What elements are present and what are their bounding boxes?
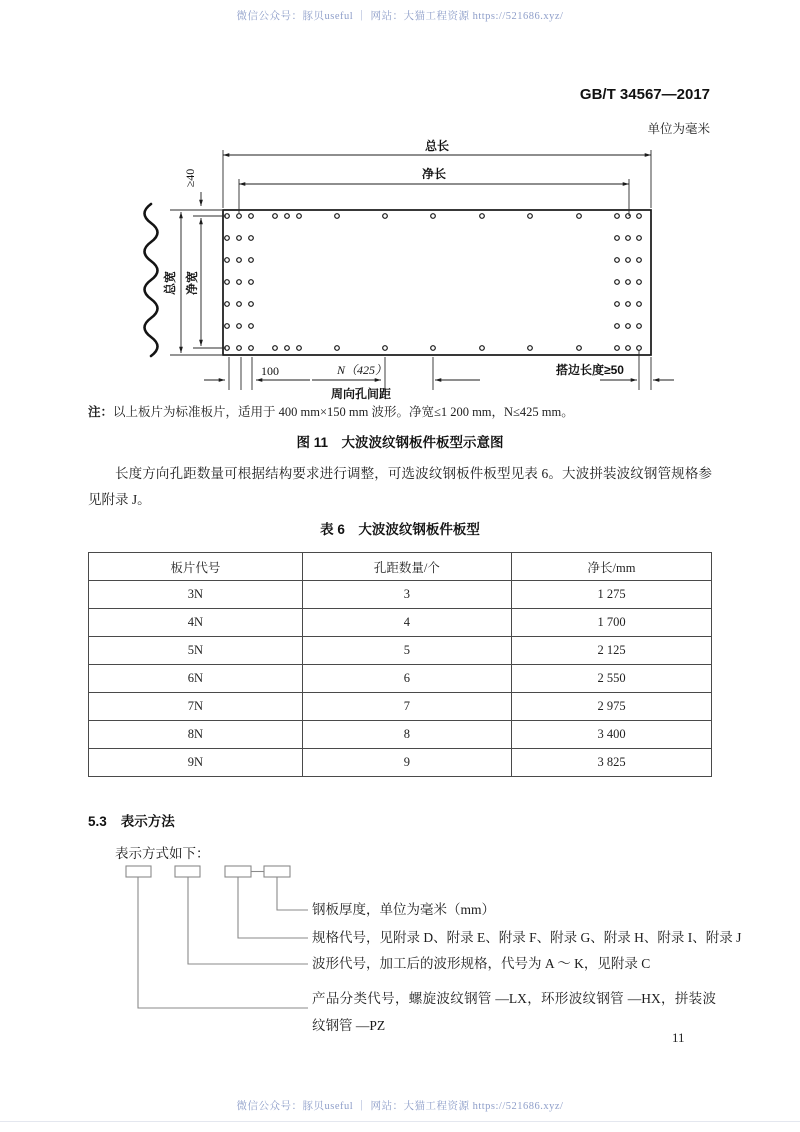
- body-paragraph: 长度方向孔距数量可根据结构要求进行调整，可选波纹钢板件板型见表 6。大波拼装波纹钢管规格参见附录 J。: [88, 466, 712, 507]
- table-6: [88, 552, 712, 777]
- table-row: [89, 665, 712, 693]
- col-header-plate-code: 板片代号: [89, 553, 303, 581]
- dim-circumferential-spacing: 周向孔间距: [330, 387, 392, 401]
- notation-item-thickness: 钢板厚度，单位为毫米（mm）: [312, 902, 496, 917]
- dim-n-425: N（425）: [336, 363, 388, 377]
- table-cell: 5: [302, 637, 511, 665]
- table-caption: 表 6 大波波纹钢板件板型: [320, 522, 480, 537]
- dim-edge-distance: ≥40: [183, 168, 197, 188]
- table-cell: 6N: [89, 665, 303, 693]
- figure-note: [88, 402, 718, 420]
- plate-outline: [223, 210, 651, 355]
- notation-intro: 表示方式如下：: [115, 846, 210, 861]
- figure-11-diagram: [90, 138, 730, 406]
- leader-line-spec: [238, 877, 308, 938]
- table-cell: 4N: [89, 609, 303, 637]
- table-cell: 7: [302, 693, 511, 721]
- standard-number: GB/T 34567—2017: [579, 86, 710, 103]
- table-cell: 2 975: [512, 693, 712, 721]
- table-cell: 3N: [89, 581, 303, 609]
- bolt-holes: [225, 214, 642, 351]
- notation-item-spec-code: 规格代号，见附录 D、附录 E、附录 F、附录 G、附录 H、附录 I、附录 J: [312, 930, 742, 945]
- table-cell: 8N: [89, 721, 303, 749]
- notation-item-wave-code: 波形代号，加工后的波形规格，代号为 A ～ K，见附录 C: [312, 956, 651, 971]
- dim-total-width: 总宽: [163, 270, 177, 296]
- table-row: [89, 749, 712, 777]
- table-cell: 5N: [89, 637, 303, 665]
- table-cell: 3 400: [512, 721, 712, 749]
- table-cell: 1 275: [512, 581, 712, 609]
- designation-box-1: [126, 866, 151, 877]
- table-cell: 9: [302, 749, 511, 777]
- extension-lines: [170, 150, 651, 390]
- leader-line-wave: [188, 877, 308, 964]
- table-cell: 8: [302, 721, 511, 749]
- section-number: 5.3: [88, 814, 107, 829]
- leader-line-category: [138, 877, 308, 1008]
- page-number: 11: [672, 1030, 685, 1045]
- note-text: 以上板片为标准板片，适用于 400 mm×150 mm 波形。净宽≤1 200 mm，N≤425 mm。: [113, 405, 574, 419]
- scan-artifact-line: [0, 1121, 800, 1122]
- leader-line-thickness: [277, 877, 308, 910]
- table-row: [89, 609, 712, 637]
- designation-box-4: [264, 866, 290, 877]
- col-header-net-length: 净长/mm: [512, 553, 712, 581]
- table-cell: 3 825: [512, 749, 712, 777]
- table-cell: 6: [302, 665, 511, 693]
- dim-net-width: 净宽: [185, 270, 199, 296]
- section-title: 表示方法: [120, 814, 175, 829]
- designation-box-2: [175, 866, 200, 877]
- table-header-row: [89, 553, 712, 581]
- corrugation-wave-symbol: [145, 204, 158, 356]
- note-label: 注：: [88, 405, 114, 419]
- col-header-hole-count: 孔距数量/个: [302, 553, 511, 581]
- notation-item-category-code: 产品分类代号，螺旋波纹钢管 —LX，环形波纹钢管 —HX，拼装波纹钢管 —PZ: [312, 991, 716, 1033]
- figure-caption: 图 11 大波波纹钢板件板型示意图: [296, 435, 504, 450]
- dim-lap-length: 搭边长度≥50: [556, 363, 624, 377]
- table-row: [89, 693, 712, 721]
- table-cell: 4: [302, 609, 511, 637]
- table-cell: 7N: [89, 693, 303, 721]
- table-cell: 9N: [89, 749, 303, 777]
- table-row: [89, 581, 712, 609]
- dim-100: 100: [261, 364, 279, 378]
- dimension-lines: [181, 155, 674, 380]
- table-cell: 2 550: [512, 665, 712, 693]
- table-row: [89, 637, 712, 665]
- table-cell: 2 125: [512, 637, 712, 665]
- section-heading: [88, 810, 175, 830]
- unit-note: 单位为毫米: [647, 122, 710, 136]
- dim-total-length: 总长: [424, 139, 450, 153]
- table-cell: 1 700: [512, 609, 712, 637]
- table-cell: 3: [302, 581, 511, 609]
- designation-box-3: [225, 866, 251, 877]
- watermark-top: 微信公众号：豚贝useful ｜ 网站：大猫工程资源 https://521686.xyz/: [236, 11, 564, 22]
- watermark-bottom: 微信公众号：豚贝useful ｜ 网站：大猫工程资源 https://521686.xyz/: [236, 1101, 564, 1112]
- dim-net-length: 净长: [421, 167, 447, 181]
- table-row: [89, 721, 712, 749]
